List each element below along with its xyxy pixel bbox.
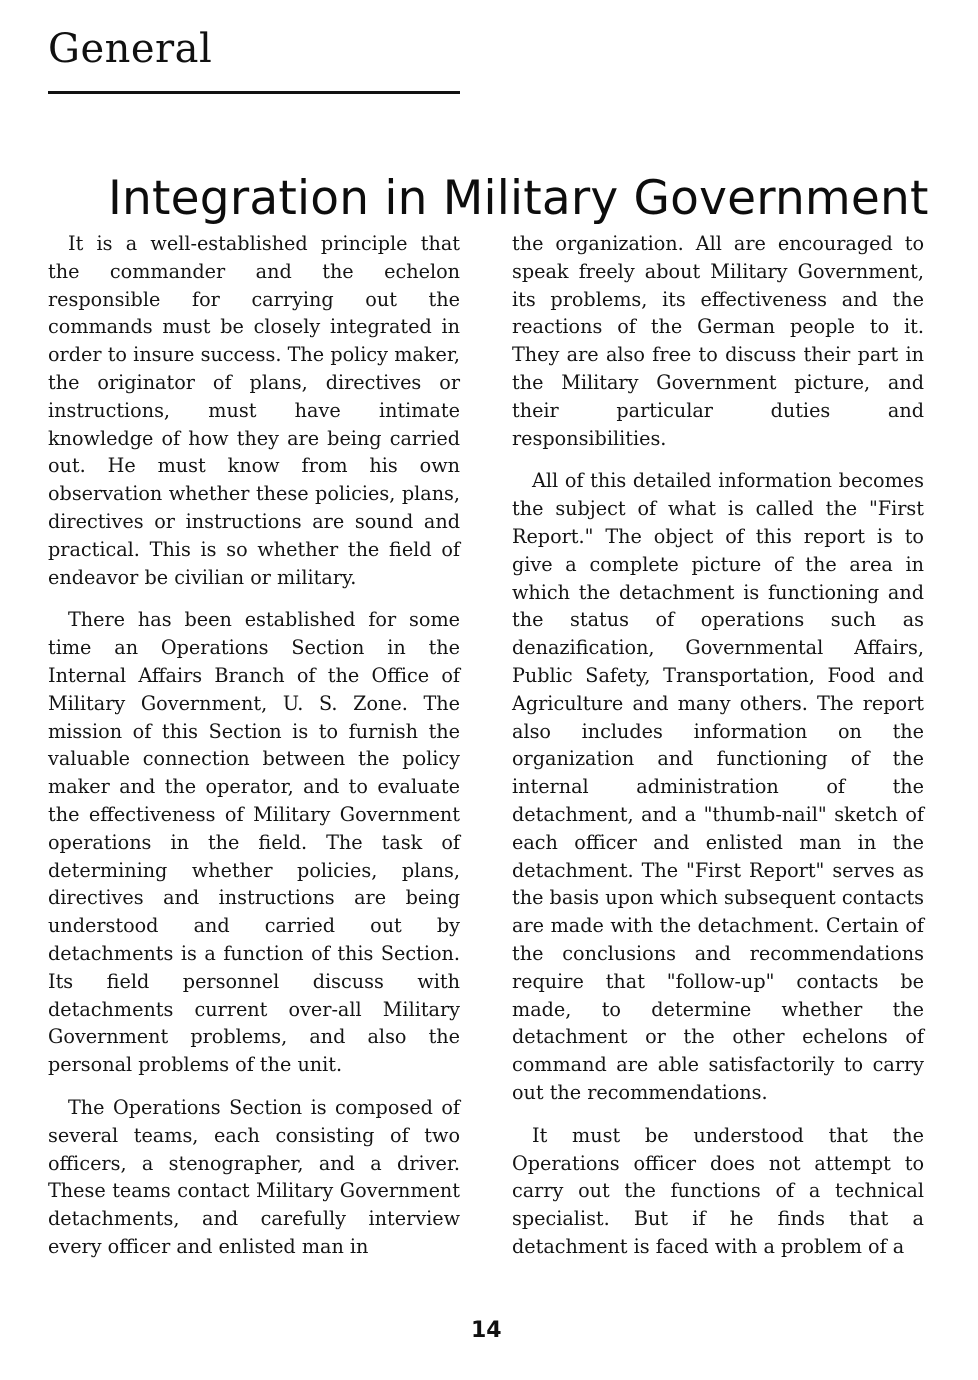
section-label: General [48,26,213,72]
article-headline: Integration in Military Government [108,171,929,227]
paragraph-continuation: the organization. All are encouraged to speak freely about Military Government, its problems, its effectiveness and the reactions of the German people to it. They are also free to discuss their part in the Military Government picture, and their particular duties and responsibilities. [512,232,924,450]
right-column [512,230,924,1276]
left-column [48,230,460,1276]
paragraph: It is a well-established principle that the commander and the echelon responsible for carrying out the commands must be closely integrated in order to insure success. The policy maker, the originator of plans, directives or instructions, must have intimate knowledge of how they are being carried out. He must know from his own observation whether these policies, plans, directives or instructions are sound and practical. This is so whether the field of endeavor be civilian or military. [48,232,460,589]
paragraph: All of this detailed information becomes the subject of what is called the "First Report." The object of this report is to give a complete picture of the area in which the detachment is functioning and the status of operations such as denazification, Governmental Affairs, Public Safety, Transportation, Food and Agriculture and many others. The report also includes information on the organization and functioning of the internal administration of the detachment, and a "thumb-nail" sketch of each officer and enlisted man in the detachment. The "First Report" serves as the basis upon which subsequent contacts are made with the detachment. Certain of the conclusions and recommendations require that "follow-up" contacts be made, to determine whether the detachment or the other echelons of command are able satisfactorily to carry out the recommendations. [512,469,924,1104]
paragraph: There has been established for some time an Operations Section in the Internal Affairs Branch of the Office of Military Government, U. S. Zone. The mission of this Section is to furnish the valuable connection between the policy maker and the operator, and to evaluate the effectiveness of Military Government operations in the field. The task of determining whether policies, plans, directives and instructions are being understood and carried out by detachments is a function of this Section. Its field personnel discuss with detachments current over-all Military Government problems, and also the personal problems of the unit. [48,608,460,1077]
paragraph: It must be understood that the Operations officer does not attempt to carry out the functions of a technical specialist. But if he finds that a detachment is faced with a problem of a [512,1123,924,1258]
paragraph: The Operations Section is composed of several teams, each consisting of two officers, a stenographer, and a driver. These teams contact Military Government detachments, and carefully interview every officer and enlisted man in [48,1095,460,1258]
page-number: 14 [471,1318,502,1343]
section-rule [48,91,460,94]
